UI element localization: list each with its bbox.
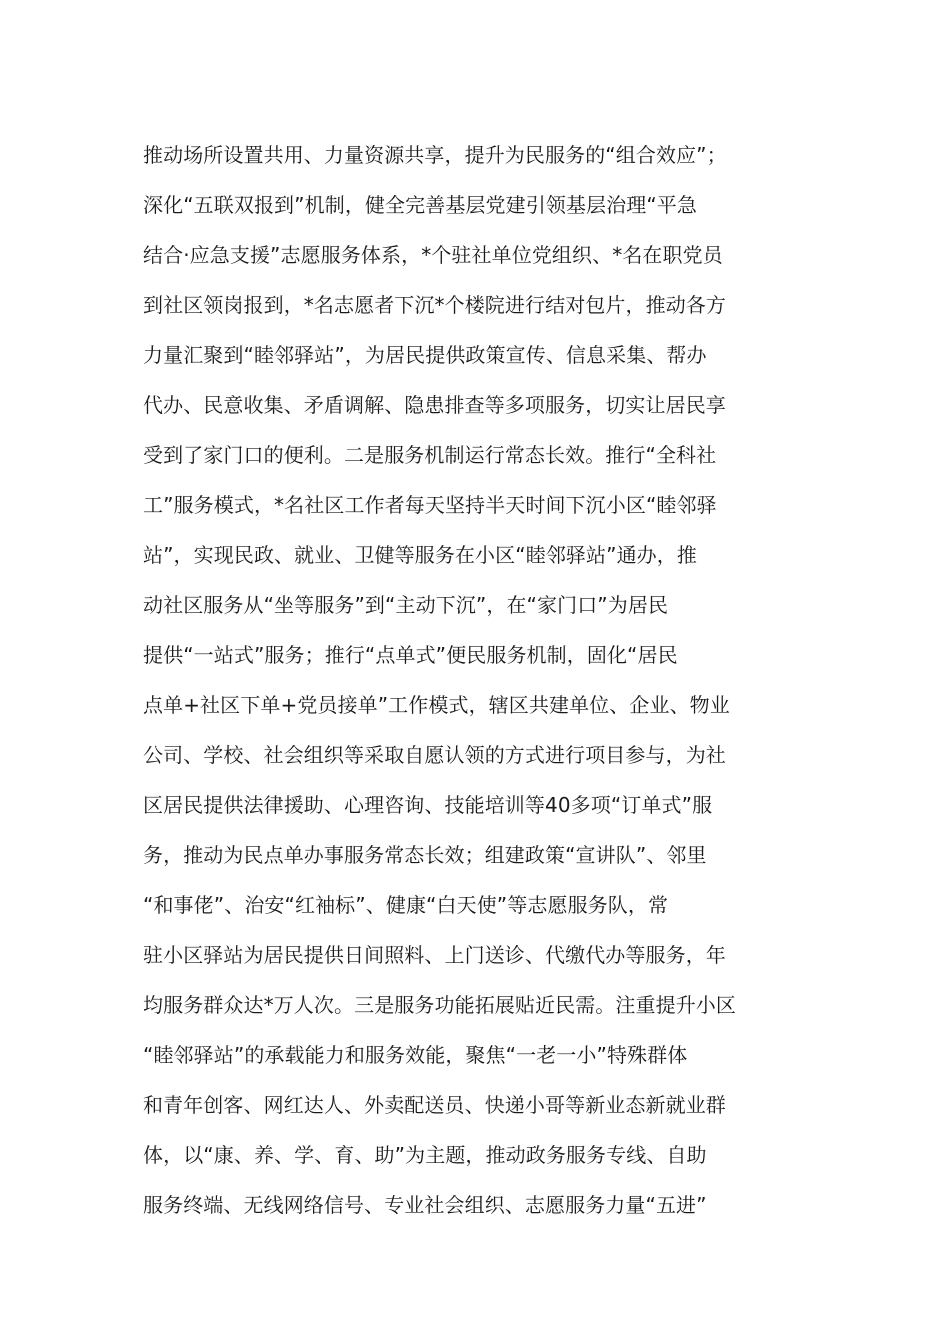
text-line: 体，以“康、养、学、育、助”为主题，推动政务服务专线、自助 [143,1143,707,1167]
text-line: 区居民提供法律援助、心理咨询、技能培训等40多项“订单式”服 [143,793,713,817]
text-line: 务，推动为民点单办事服务常态长效；组建政策“宣讲队”、邻里 [143,843,707,867]
text-line: 驻小区驿站为居民提供日间照料、上门送诊、代缴代办等服务，年 [143,943,726,967]
text-line: 到社区领岗报到，*名志愿者下沉*个楼院进行结对包片，推动各方 [143,293,726,317]
text-line: 代办、民意收集、矛盾调解、隐患排查等多项服务，切实让居民享 [143,393,726,417]
text-line: 深化“五联双报到”机制，健全完善基层党建引领基层治理“平急 [143,193,697,217]
text-line: 提供“一站式”服务；推行“点单式”便民服务机制，固化“居民 [143,643,678,667]
text-line: 服务终端、无线网络信号、专业社会组织、志愿服务力量“五进” [143,1193,707,1217]
text-line: 结合·应急支援”志愿服务体系，*个驻社单位党组织、*名在职党员 [143,243,723,267]
text-line: 动社区服务从“坐等服务”到“主动下沉”，在“家门口”为居民 [143,593,669,617]
text-line: 推动场所设置共用、力量资源共享，提升为民服务的“组合效应”； [143,143,727,167]
text-line: 公司、学校、社会组织等采取自愿认领的方式进行项目参与，为社 [143,743,726,767]
text-line: 点单+社区下单+党员接单”工作模式，辖区共建单位、企业、物业 [143,693,730,717]
text-line: 受到了家门口的便利。二是服务机制运行常态长效。推行“全科社 [143,443,717,467]
text-line: “和事佬”、治安“红袖标”、健康“白天使”等志愿服务队，常 [143,893,669,917]
text-line: 力量汇聚到“睦邻驿站”，为居民提供政策宣传、信息采集、帮办 [143,343,707,367]
text-line: 站”，实现民政、就业、卫健等服务在小区“睦邻驿站”通办，推 [143,543,697,567]
text-line: 工”服务模式，*名社区工作者每天坚持半天时间下沉小区“睦邻驿 [143,493,717,517]
text-line: 和青年创客、网红达人、外卖配送员、快递小哥等新业态新就业群 [143,1093,726,1117]
body-paragraph [143,130,813,1230]
text-line: “睦邻驿站”的承载能力和服务效能，聚焦“一老一小”特殊群体 [143,1043,688,1067]
text-line: 均服务群众达*万人次。三是服务功能拓展贴近民需。注重提升小区 [143,993,736,1017]
